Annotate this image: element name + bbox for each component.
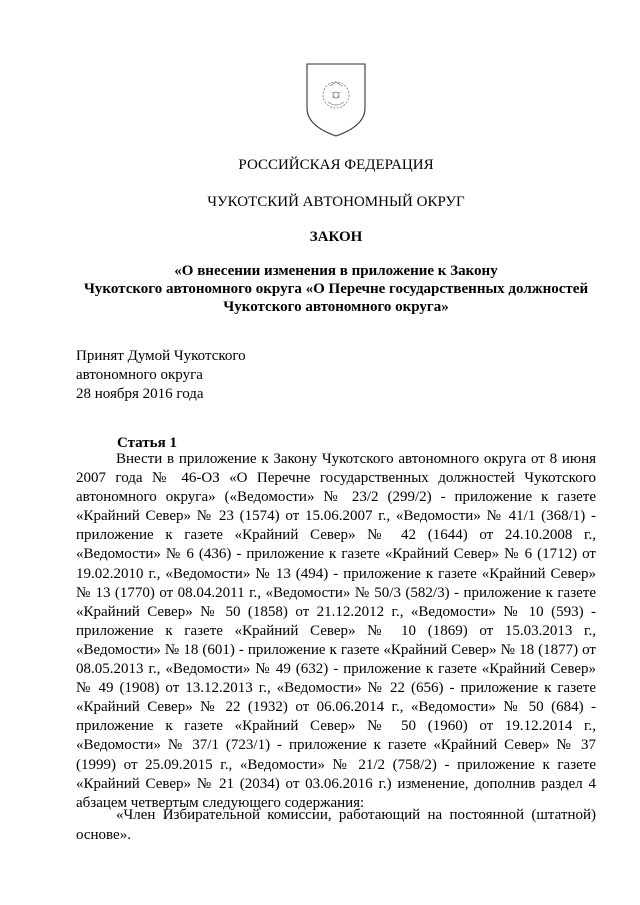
law-title-line: Чукотского автономного округа» <box>223 299 449 315</box>
adoption-line: Принят Думой Чукотского <box>76 348 246 364</box>
article-body: Внести в приложение к Закону Чукотского автономного округа от 8 июня 2007 года № 46-ОЗ «О Перечне государственных должностей Чукотского автономного округа» («Ведомости» № 23/2 (299/2) - приложение к газете «Крайний Север» № 23 (1574) от 15.06.2007 г., «Ведомости» № 41/1 (368/1) - приложение к газете «Крайний Север» № 42 (1644) от 24.10.2008 г., «Ведомости» № 6 (436) - приложение к газете «Крайний Север» № 6 (1712) от 19.02.2010 г., «Ведомости» № 13 (494) - приложение к газете «Крайний Север» № 13 (1770) от 08.04.2011 г., «Ведомости» № 50/3 (582/3) - приложение к газете «Крайний Север» № 50 (1858) от 21.12.2012 г., «Ведомости» № 10 (593) - приложение к газете «Крайний Север» № 10 (1869) от 15.03.2013 г., «Ведомости» № 18 (601) - приложение к газете «Крайний Север» № 18 (1877) от 08.05.2013 г., «Ведомости» № 49 (632) - приложение к газете «Крайний Север» № 49 (1908) от 13.12.2013 г., «Ведомости» № 22 (656) - приложение к газете «Крайний Север» № 22 (1932) от 06.06.2014 г., «Ведомости» № 50 (684) - приложение к газете «Крайний Север» № 50 (1960) от 19.12.2014 г., «Ведомости» № 37/1 (723/1) - приложение к газете «Крайний Север» № 37 (1999) от 25.09.2015 г., «Ведомости» № 21/2 (758/2) - приложение к газете «Крайний Север» № 21 (2034) от 03.06.2016 г.) изменение, дополнив раздел 4 абзацем четвертым следующего содержания: <box>76 451 596 811</box>
coat-of-arms-icon <box>301 62 371 138</box>
okrug-heading: ЧУКОТСКИЙ АВТОНОМНЫЙ ОКРУГ <box>207 194 465 210</box>
document-type-heading: ЗАКОН <box>309 229 363 245</box>
federation-heading: РОССИЙСКАЯ ФЕДЕРАЦИЯ <box>238 157 434 173</box>
adoption-line: автономного округа <box>76 367 203 383</box>
adoption-date: 28 ноября 2016 года <box>76 386 204 402</box>
article-heading: Статья 1 <box>117 435 177 451</box>
law-title-line: Чукотского автономного округа «О Перечне государственных должностей <box>83 281 589 297</box>
adoption-info <box>76 347 246 404</box>
law-title <box>66 262 606 316</box>
law-title-line: «О внесении изменения в приложение к Закону <box>174 263 498 279</box>
article-quote: «Член Избирательной комиссии, работающий на постоянной (штатной) основе». <box>76 807 596 843</box>
